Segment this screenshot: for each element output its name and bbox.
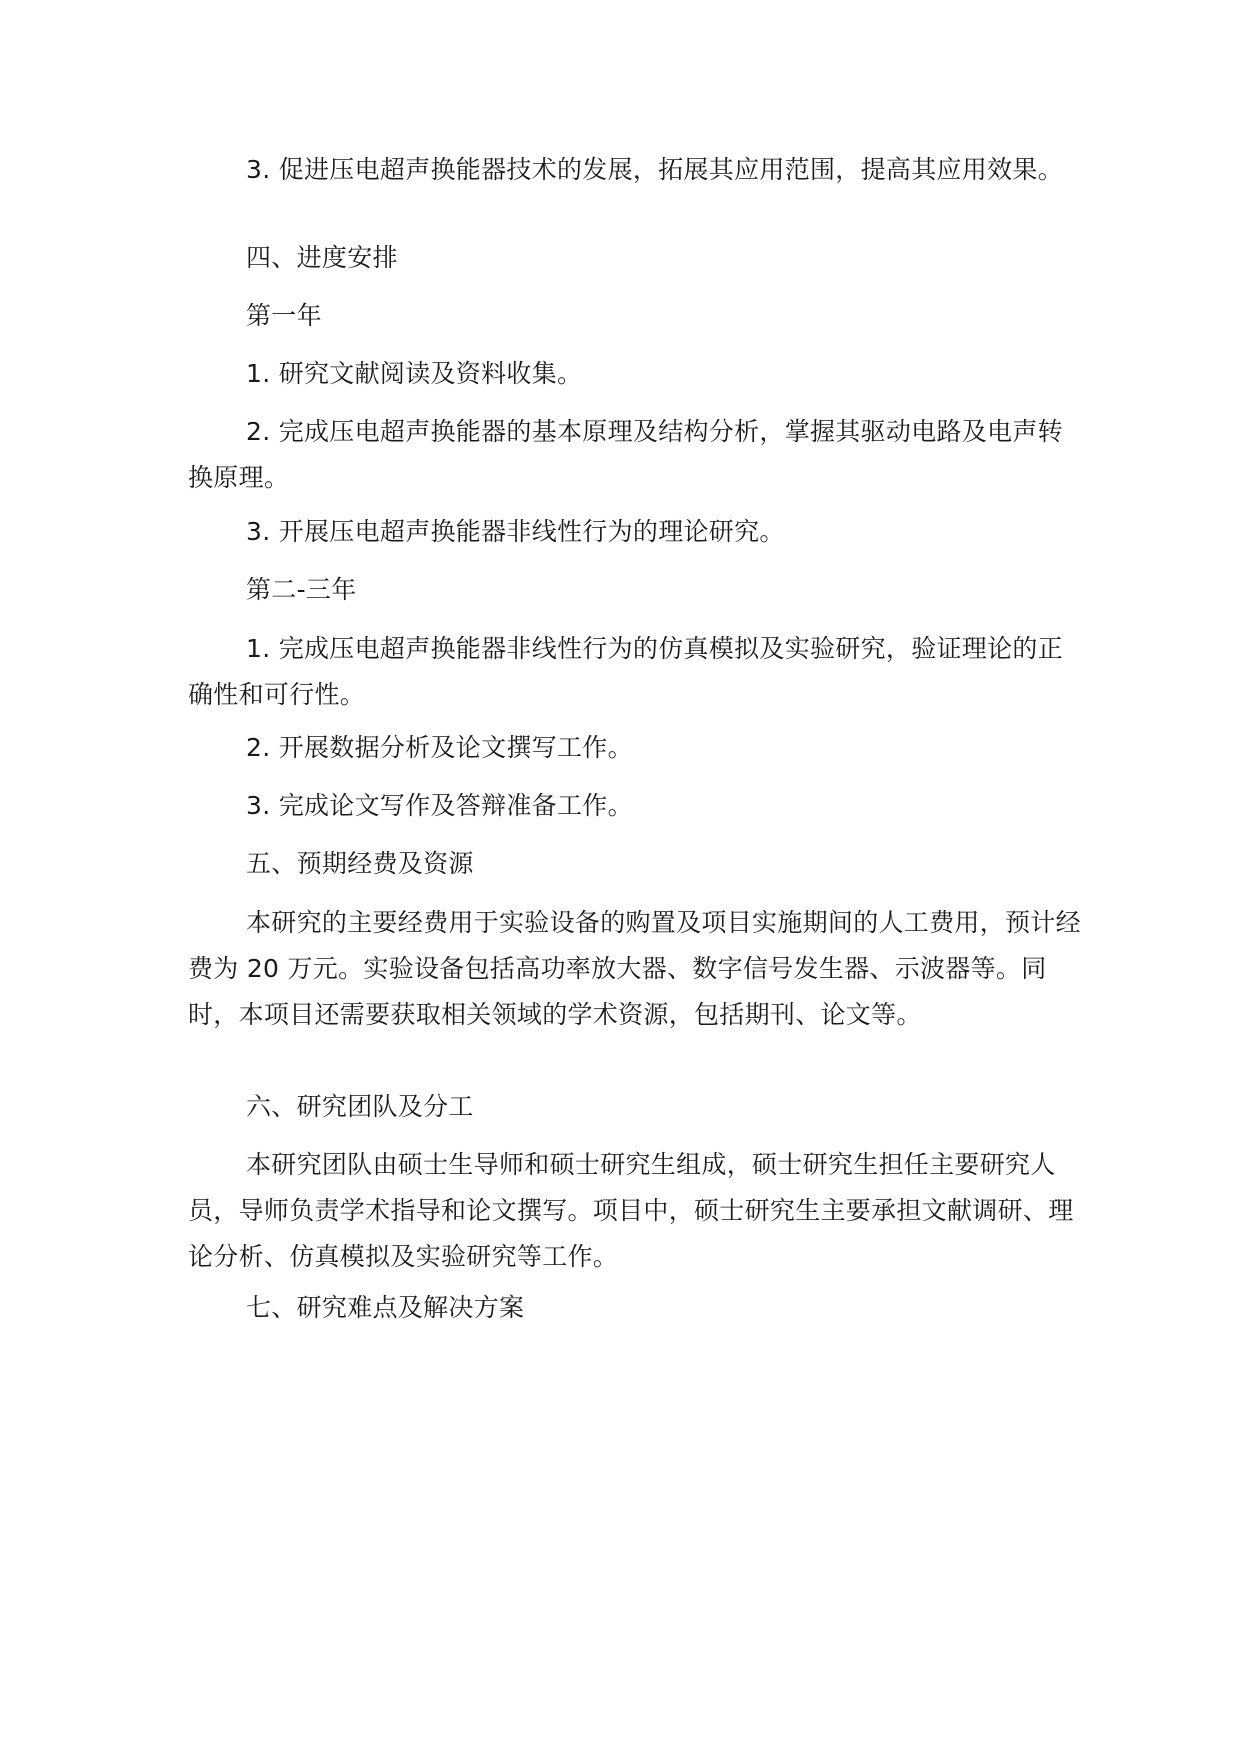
list-item-text: 2. 完成压电超声换能器的基本原理及结构分析，掌握其驱动电路及电声转换原理。: [188, 417, 1064, 492]
heading-text: 五、预期经费及资源: [246, 849, 474, 878]
subheading-text: 第二-三年: [246, 575, 357, 604]
heading-text: 四、进度安排: [246, 243, 398, 272]
paragraph-text: 3. 促进压电超声换能器技术的发展，拓展其应用范围，提高其应用效果。: [246, 155, 1064, 184]
paragraph-budget: [188, 900, 1088, 1038]
section-heading-team: [188, 1084, 1088, 1130]
heading-text: 六、研究团队及分工: [246, 1092, 474, 1121]
paragraph-text: 本研究团队由硕士生导师和硕士研究生组成，硕士研究生担任主要研究人员，导师负责学术指导和论文撰写。项目中，硕士研究生主要承担文献调研、理论分析、仿真模拟及实验研究等工作。: [188, 1150, 1074, 1271]
subheading-year-one: [188, 293, 1088, 339]
list-item-year1-3: [188, 509, 1088, 555]
paragraph-text: 本研究的主要经费用于实验设备的购置及项目实施期间的人工费用，预计经费为 20 万元。实验设备包括高功率放大器、数字信号发生器、示波器等。同时，本项目还需要获取相关领域的学术资源，包括期刊、论文等。: [188, 908, 1081, 1029]
list-item-year23-1: [188, 626, 1088, 718]
subheading-years-two-three: [188, 567, 1088, 613]
list-item-text: 3. 开展压电超声换能器非线性行为的理论研究。: [246, 517, 785, 546]
list-item-year23-2: [188, 725, 1088, 771]
section-heading-schedule: [188, 235, 1088, 281]
paragraph-team: [188, 1142, 1088, 1280]
section-heading-budget: [188, 841, 1088, 887]
heading-text: 七、研究难点及解决方案: [246, 1293, 525, 1322]
list-item-text: 2. 开展数据分析及论文撰写工作。: [246, 733, 633, 762]
subheading-text: 第一年: [246, 301, 322, 330]
list-item-year23-3: [188, 783, 1088, 829]
list-item-text: 1. 完成压电超声换能器非线性行为的仿真模拟及实验研究，验证理论的正确性和可行性。: [188, 634, 1064, 709]
list-item-text: 3. 完成论文写作及答辩准备工作。: [246, 791, 633, 820]
list-item-year1-1: [188, 351, 1088, 397]
paragraph-goal-3: [188, 147, 1088, 193]
section-heading-difficulties: [188, 1285, 1088, 1331]
list-item-text: 1. 研究文献阅读及资料收集。: [246, 359, 583, 388]
list-item-year1-2: [188, 409, 1088, 501]
